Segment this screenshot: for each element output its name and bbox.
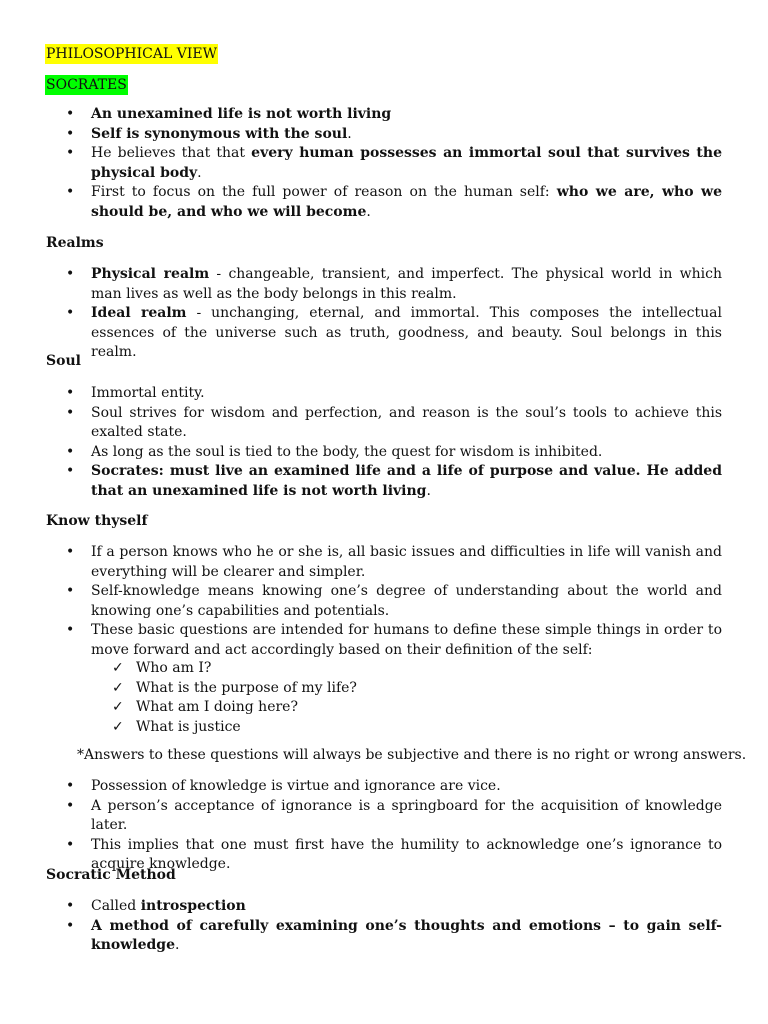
subtitle-highlight: SOCRATES: [46, 77, 127, 93]
knowledge-list: [60, 777, 722, 875]
list-item: • A person’s acceptance of ignorance is a springboard for the acquisition of knowledge later.: [60, 797, 722, 836]
method-list: [60, 897, 722, 956]
list-item: • These basic questions are intended for humans to define these simple things in order to move forward and act accordingly based on their definition of the self:: [60, 621, 722, 660]
list-item: • Soul strives for wisdom and perfection, and reason is the soul’s tools to achieve this exalted state.: [60, 404, 722, 443]
know-list: [60, 543, 722, 660]
list-item: • Physical realm - changeable, transient, and imperfect. The physical world in which man lives as well as the body belongs in this realm.: [60, 265, 722, 304]
know-heading: Know thyself: [46, 513, 148, 529]
list-item: • If a person knows who he or she is, all basic issues and difficulties in life will vanish and everything will be clearer and simpler.: [60, 543, 722, 582]
title-highlight: PHILOSOPHICAL VIEW: [46, 46, 217, 62]
answers-note: *Answers to these questions will always be subjective and there is no right or wrong answers.: [77, 747, 747, 763]
checklist-item: ✓ What is justice: [112, 718, 357, 738]
list-item: • An unexamined life is not worth living: [60, 105, 722, 125]
realms-list: [60, 265, 722, 363]
method-heading: Socratic Method: [46, 867, 176, 883]
list-item: • He believes that that every human possesses an immortal soul that survives the physical body.: [60, 144, 722, 183]
questions-list: [112, 659, 357, 737]
list-item: • First to focus on the full power of reason on the human self: who we are, who we should be, and who we will become.: [60, 183, 722, 222]
checklist-item: ✓ What am I doing here?: [112, 698, 357, 718]
list-item: • Called introspection: [60, 897, 722, 917]
list-item: • As long as the soul is tied to the body, the quest for wisdom is inhibited.: [60, 443, 722, 463]
list-item: • Immortal entity.: [60, 384, 722, 404]
realms-heading: Realms: [46, 235, 104, 251]
list-item: • Ideal realm - unchanging, eternal, and immortal. This composes the intellectual essences of the universe such as truth, goodness, and beauty. Soul belongs in this realm.: [60, 304, 722, 363]
list-item: • Possession of knowledge is virtue and ignorance are vice.: [60, 777, 722, 797]
list-item: • A method of carefully examining one’s thoughts and emotions – to gain self-knowledge.: [60, 917, 722, 956]
intro-list: [60, 105, 722, 222]
soul-list: [60, 384, 722, 501]
checklist-item: ✓ What is the purpose of my life?: [112, 679, 357, 699]
soul-heading: Soul: [46, 353, 81, 369]
checklist-item: ✓ Who am I?: [112, 659, 357, 679]
list-item: • Self is synonymous with the soul.: [60, 125, 722, 145]
list-item: • Self-knowledge means knowing one’s degree of understanding about the world and knowing one’s capabilities and potentials.: [60, 582, 722, 621]
list-item: • Socrates: must live an examined life and a life of purpose and value. He added that an unexamined life is not worth living.: [60, 462, 722, 501]
list-item: • This implies that one must first have the humility to acknowledge one’s ignorance to acquire knowledge.: [60, 836, 722, 875]
